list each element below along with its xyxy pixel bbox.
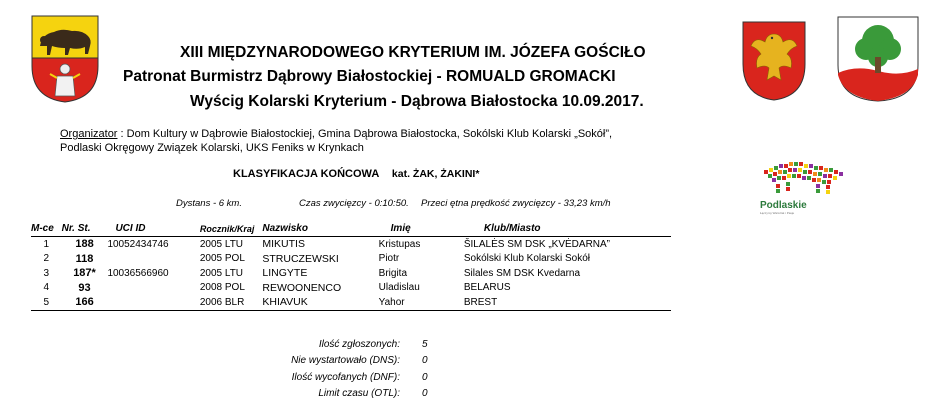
winner-average-speed: Przeci ętna prędkość zwycięzcy - 33,23 km/h — [421, 198, 611, 209]
cell-start-number: 188 — [75, 238, 94, 251]
cell-position: 3 — [43, 267, 50, 279]
col-header-first-name: Imię — [379, 222, 464, 237]
cell-club-city: BELARUS — [463, 282, 511, 294]
table-row — [31, 237, 671, 252]
cell-uci-id: 10052434746 — [107, 238, 169, 250]
stat-dns-label: Nie wystartowało (DNS): — [291, 355, 400, 366]
table-row — [31, 266, 671, 281]
stat-otl-value: 0 — [422, 388, 428, 399]
stat-entries-label: Ilość zgłoszonych: — [318, 339, 400, 350]
header-title-line3: Wyścig Kolarski Kryterium - Dąbrowa Białostocka 10.09.2017. — [190, 93, 644, 110]
cell-position: 2 — [43, 253, 50, 265]
cell-club-city: ŠILALĖS SM DSK „KVĖDARNA” — [463, 238, 611, 250]
cell-first-name: Piotr — [378, 253, 400, 265]
organizer-label: Organizator — [60, 128, 118, 140]
cell-year-country: 2006 BLR — [200, 295, 263, 310]
col-header-year-country: Rocznik/Kraj — [200, 222, 263, 237]
cell-surname: REWOONENCO — [262, 281, 342, 294]
header-title-line2: Patronat Burmistrz Dąbrowy Białostockiej - ROMUALD GROMACKI — [123, 68, 616, 85]
cell-surname: STRUCZEWSKI — [262, 252, 339, 265]
col-header-club-city: Klub/Miasto — [464, 222, 671, 237]
header-title-line1: XIII MIĘDZYNARODOWEGO KRYTERIUM IM. JÓZEFA GOŚCIŁO — [180, 44, 646, 61]
cell-start-number: 118 — [75, 252, 94, 265]
podlaskie-logo-text: Podlaskie Łączymy Warsztat i Pasje — [760, 200, 807, 215]
cell-start-number: 166 — [62, 295, 108, 310]
cell-year-country: 2005 POL — [199, 253, 245, 265]
cell-club-city: Sokólski Klub Kolarski Sokół — [463, 253, 591, 265]
cell-first-name: Brigita — [378, 267, 408, 279]
col-header-uci-id: UCI ID — [107, 222, 199, 237]
cell-first-name: Kristupas — [378, 238, 421, 250]
race-distance: Dystans - 6 km. — [176, 198, 242, 209]
results-table — [31, 222, 671, 311]
cell-uci-id — [107, 295, 199, 310]
stat-entries-value: 5 — [422, 339, 428, 350]
organizer-block — [60, 127, 760, 155]
stat-dnf-value: 0 — [422, 372, 428, 383]
winner-time: Czas zwycięzcy - 0:10:50. — [299, 198, 409, 209]
cell-surname: KHIAVUK — [262, 295, 378, 310]
cell-year-country: 2005 LTU — [199, 238, 244, 250]
table-row — [31, 252, 671, 267]
cell-uci-id — [107, 252, 199, 267]
stat-dnf-label: Ilość wycofanych (DNF): — [291, 372, 400, 383]
cell-surname: LINGYTE — [262, 267, 308, 280]
tree-coat-of-arms-logo — [836, 15, 920, 103]
eagle-coat-of-arms-logo — [741, 20, 807, 102]
cell-surname: MIKUTIS — [262, 238, 305, 251]
classification-title: KLASYFIKACJA KOŃCOWA — [233, 168, 379, 180]
cell-first-name: Uladislau — [378, 282, 420, 294]
organizer-text-line1: : Dom Kultury w Dąbrowie Białostockiej, Gmina Dąbrowa Białostocka, Sokólski Klub Kolarski „Sokół”, — [117, 128, 613, 140]
dabrowa-coat-of-arms-logo — [30, 14, 100, 104]
cell-position: 1 — [43, 238, 50, 250]
cell-club-city: Silales SM DSK Kvedarna — [463, 267, 581, 279]
cell-start-number: 187* — [73, 267, 96, 280]
organizer-text-line2: Podlaski Okręgowy Związek Kolarski, UKS Feniks w Krynkach — [60, 142, 364, 154]
cell-year-country: 2008 POL — [199, 282, 245, 294]
cell-position: 5 — [31, 295, 62, 310]
col-header-position: M-ce — [31, 222, 62, 237]
table-row — [31, 281, 671, 296]
stat-otl-label: Limit czasu (OTL): — [318, 388, 400, 399]
col-header-surname: Nazwisko — [262, 222, 378, 237]
cell-uci-id: 10036566960 — [107, 267, 169, 279]
cell-club-city: BREST — [464, 295, 671, 310]
cell-start-number: 93 — [78, 281, 91, 294]
col-header-start-number: Nr. St. — [62, 222, 108, 237]
table-row — [31, 295, 671, 310]
classification-heading — [233, 168, 479, 180]
stat-dns-value: 0 — [422, 355, 428, 366]
cell-position: 4 — [43, 282, 50, 294]
cell-first-name: Yahor — [379, 295, 464, 310]
cell-year-country: 2005 LTU — [199, 267, 244, 279]
results-header-row — [31, 222, 671, 237]
classification-category: kat. ŻAK, ŻAKINI* — [391, 168, 480, 180]
cell-uci-id — [107, 281, 199, 296]
